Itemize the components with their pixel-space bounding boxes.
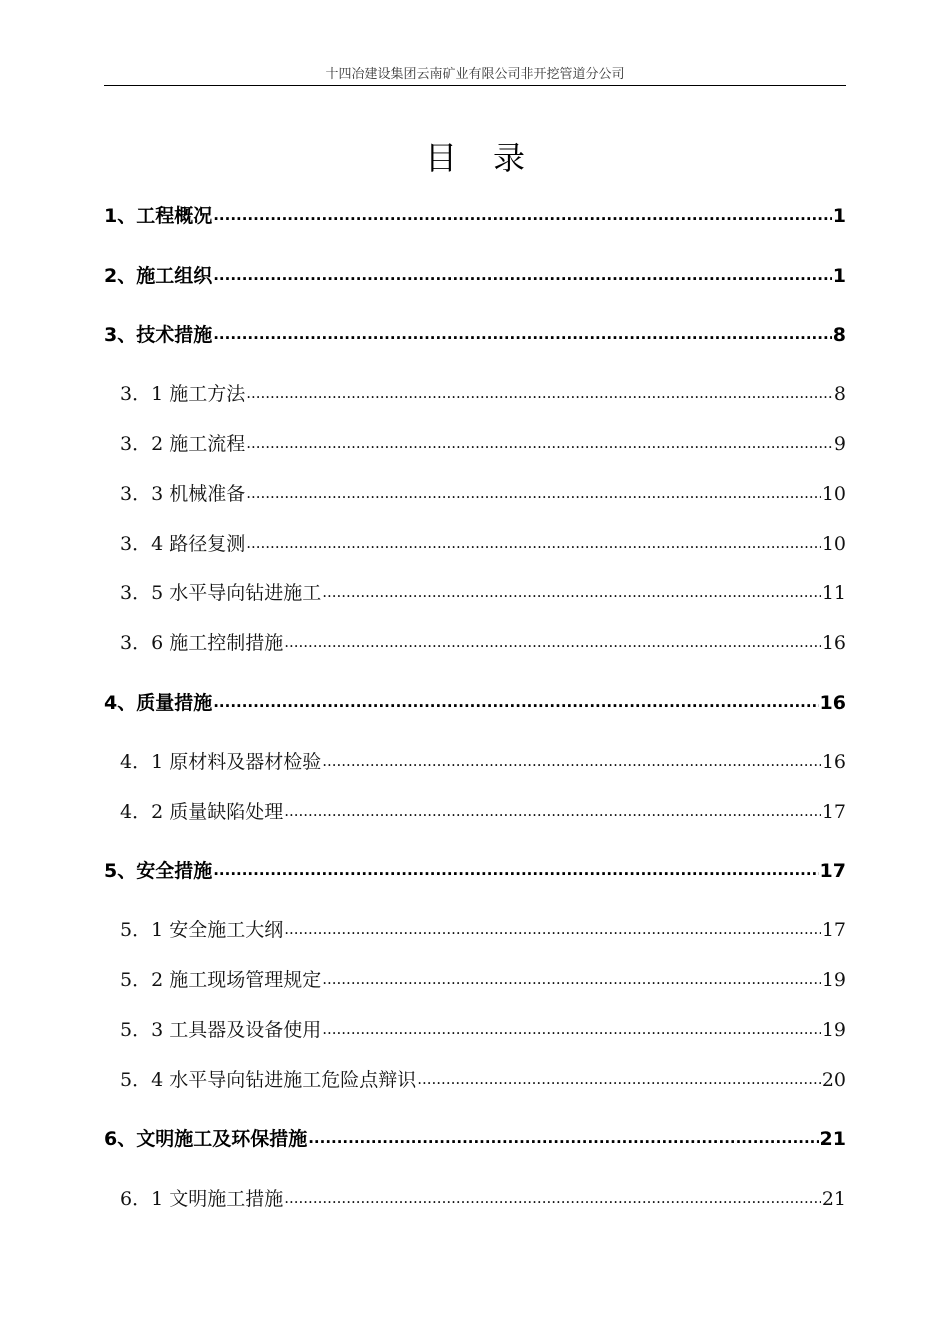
toc-dot-leader: [213, 201, 832, 228]
toc-entry-label: 5．3 工具器及设备使用: [120, 1019, 322, 1041]
toc-dot-leader: [417, 1065, 821, 1092]
toc-page-number: 17: [821, 801, 846, 823]
toc-dot-leader: [308, 1124, 818, 1151]
toc-entry[interactable]: [104, 263, 846, 290]
toc-entry[interactable]: [104, 203, 846, 230]
page-header: 十四冶建设集团云南矿业有限公司非开挖管道分公司: [325, 67, 625, 82]
toc-page-number: 1: [832, 205, 846, 227]
toc-entry[interactable]: [120, 481, 846, 508]
toc-entry-label: 4、质量措施: [104, 692, 213, 714]
toc-entry-label: 3．5 水平导向钻进施工: [120, 582, 322, 604]
toc-page-number: 20: [821, 1069, 846, 1091]
toc-dot-leader: [284, 915, 821, 942]
toc-entry-label: 5．1 安全施工大纲: [120, 919, 284, 941]
toc-entry[interactable]: [120, 1067, 846, 1094]
toc-page-number: 16: [821, 751, 846, 773]
toc-entry-label: 3．2 施工流程: [120, 433, 246, 455]
toc-dot-leader: [246, 479, 821, 506]
toc-entry[interactable]: [120, 917, 846, 944]
toc-entry[interactable]: [120, 1186, 846, 1213]
toc-entry-label: 5、安全措施: [104, 860, 213, 882]
toc-dot-leader: [213, 261, 832, 288]
toc-entry[interactable]: [104, 690, 846, 717]
toc-entry-label: 5．4 水平导向钻进施工危险点辩识: [120, 1069, 417, 1091]
header-rule: [104, 85, 846, 86]
toc-entry-label: 6．1 文明施工措施: [120, 1188, 284, 1210]
toc-page-number: 21: [821, 1188, 846, 1210]
toc-dot-leader: [322, 578, 821, 605]
toc-page-number: 17: [821, 919, 846, 941]
toc-entry-label: 3、技术措施: [104, 324, 213, 346]
toc-page-number: 16: [819, 692, 846, 714]
toc-page-number: 1: [832, 265, 846, 287]
toc-entry[interactable]: [120, 799, 846, 826]
toc-entry[interactable]: [120, 967, 846, 994]
toc-entry-label: 3．3 机械准备: [120, 483, 246, 505]
toc-dot-leader: [322, 965, 821, 992]
toc-dot-leader: [246, 429, 833, 456]
toc-page-number: 11: [821, 582, 846, 604]
toc-dot-leader: [213, 320, 832, 347]
toc-entry-label: 6、文明施工及环保措施: [104, 1128, 308, 1150]
toc-entry[interactable]: [120, 749, 846, 776]
toc-page-number: 8: [832, 324, 846, 346]
toc-entry[interactable]: [120, 630, 846, 657]
toc-entry[interactable]: [120, 1017, 846, 1044]
toc-entry[interactable]: [120, 431, 846, 458]
toc-dot-leader: [284, 628, 821, 655]
page-title: 目录: [424, 139, 561, 177]
toc-dot-leader: [284, 797, 821, 824]
toc-entry[interactable]: [104, 1126, 846, 1153]
toc-dot-leader: [213, 688, 818, 715]
toc-page-number: 8: [833, 383, 846, 405]
toc-page-number: 19: [821, 969, 846, 991]
toc-dot-leader: [322, 747, 821, 774]
toc-entry-label: 3．1 施工方法: [120, 383, 246, 405]
toc-dot-leader: [213, 856, 818, 883]
toc-dot-leader: [284, 1184, 821, 1211]
toc-dot-leader: [246, 379, 833, 406]
toc-entry-label: 2、施工组织: [104, 265, 213, 287]
toc-page-number: 17: [819, 860, 846, 882]
toc-entry[interactable]: [120, 531, 846, 558]
toc-entry-label: 5．2 施工现场管理规定: [120, 969, 322, 991]
toc-entry-label: 3．4 路径复测: [120, 533, 246, 555]
toc-page-number: 10: [821, 483, 846, 505]
toc-page-number: 19: [821, 1019, 846, 1041]
toc-entry[interactable]: [104, 322, 846, 349]
toc-entry-label: 3．6 施工控制措施: [120, 632, 284, 654]
toc-entry[interactable]: [120, 381, 846, 408]
toc-page-number: 9: [833, 433, 846, 455]
toc-entry[interactable]: [120, 580, 846, 607]
toc-entry-label: 1、工程概况: [104, 205, 213, 227]
toc-entry-label: 4．2 质量缺陷处理: [120, 801, 284, 823]
toc-dot-leader: [246, 529, 821, 556]
toc-page-number: 21: [819, 1128, 846, 1150]
toc-page-number: 16: [821, 632, 846, 654]
toc-entry-label: 4．1 原材料及器材检验: [120, 751, 322, 773]
toc-dot-leader: [322, 1015, 821, 1042]
toc-entry[interactable]: [104, 858, 846, 885]
toc-page-number: 10: [821, 533, 846, 555]
